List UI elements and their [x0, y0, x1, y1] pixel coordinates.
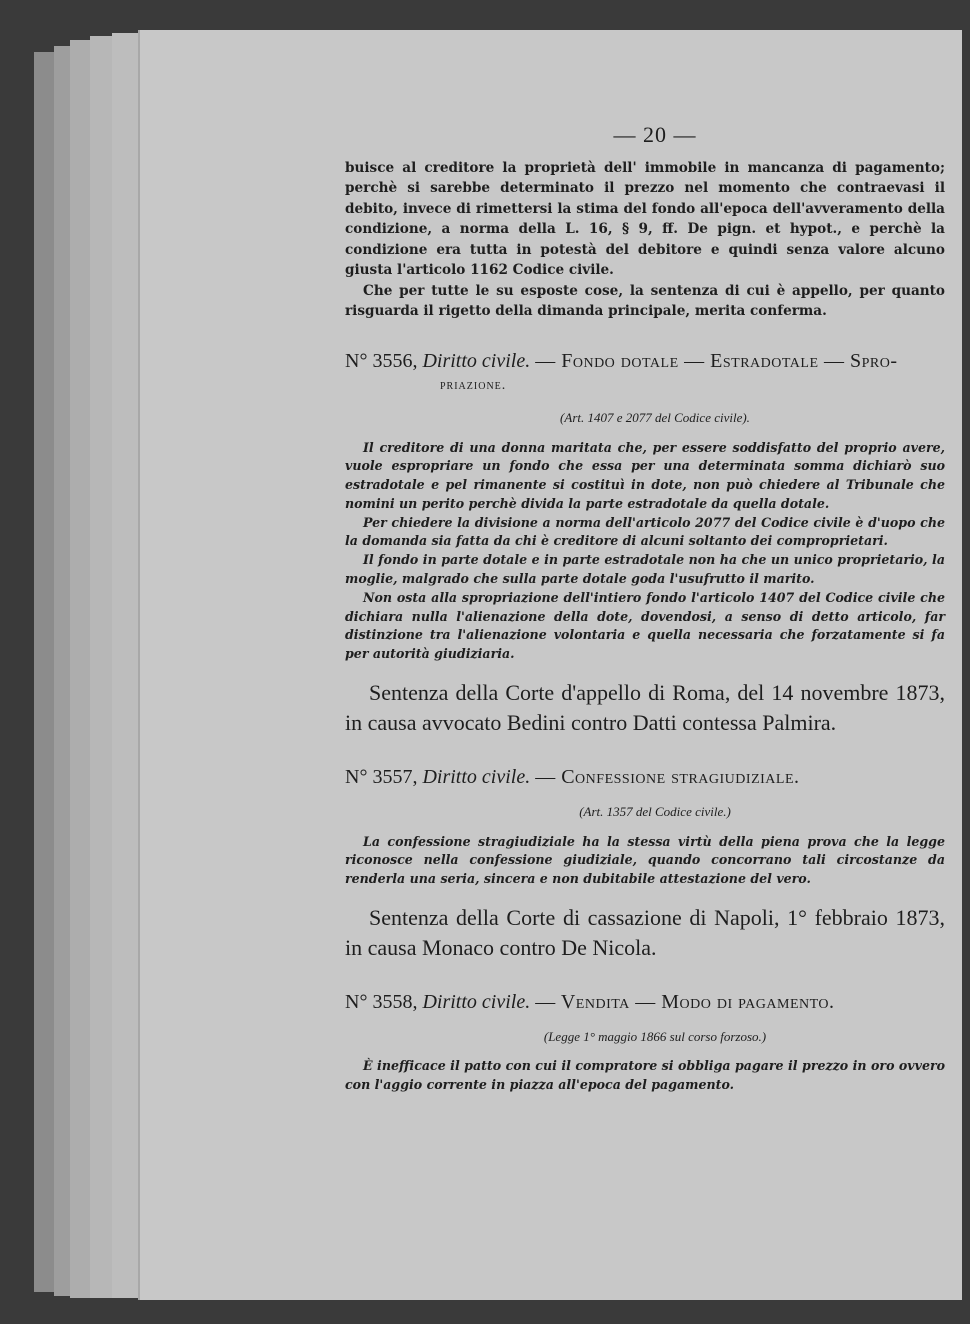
entry-heading [345, 989, 945, 1015]
maxim: È inefficace il patto con cui il compratore si obbliga pagare il prezzo in oro ovvero con l'aggio corrente in piazza all'epoca del pagamento. [345, 1058, 945, 1093]
page-edge [34, 52, 55, 1292]
maxim: La confessione stragiudiziale ha la stessa virtù della piena prova che la legge riconosce nella confessione giudiziale, quando concorrano tali circostanze da renderla una seria, sincera e non dubitabile attestazione del vero. [345, 833, 945, 887]
page-number: — 20 — [613, 122, 697, 147]
entry-subject: Diritto civile. [422, 349, 531, 372]
entry-3558 [345, 989, 945, 1095]
entry-reference: (Legge 1° maggio 1866 sul corso forzoso.) [543, 1028, 767, 1044]
entry-reference: (Art. 1407 e 2077 del Codice civile). [560, 410, 750, 425]
intro-paragraph: Che per tutte le su esposte cose, la sentenza di cui è appello, per quanto risguarda il rigetto della dimanda principale, merita conferma. [345, 282, 945, 319]
maxim: Per chiedere la divisione a norma dell'articolo 2077 del Codice civile è d'uopo che la domanda sia fatta da chi è creditore di alcuni soltanto dei comproprietari. [345, 514, 945, 549]
entry-number: N° 3557, [345, 766, 418, 789]
sentence-citation: Sentenza della Corte d'appello di Roma, del 14 novembre 1873, in causa avvocato Bedini contro Datti contessa Palmira. [345, 680, 945, 736]
page-content [345, 122, 945, 1095]
entry-subject: Diritto civile. [422, 766, 531, 789]
maxim: Non osta alla spropriazione dell'intiero fondo l'articolo 1407 del Codice civile che dichiara nulla l'alienazione della dote, dovendosi, a senso di detto articolo, far distinzione tra l'alienazione volontaria e quella necessaria che forzatamente si fa per autorità giudiziaria. [345, 589, 945, 662]
entry-heading [345, 764, 945, 790]
page-edge [54, 46, 71, 1296]
entry-topics: — Confessione stragiudiziale. [535, 766, 800, 789]
intro-paragraph: buisce al creditore la proprietà dell' immobile in mancanza di pagamento; perchè si sarebbe determinato il prezzo nel momento che contraevasi il debito, invece di rimettersi la stima del fondo all'epoca dell'avveramento della condizione, a norma della L. 16, § 9, ff. De pign. et hypot., e perchè la condizione era tutta in potestà del debitore e quindi senza valore alcuno giusta l'articolo 1162 Codice civile. [345, 159, 945, 278]
entry-topics: — Vendita — Modo di pagamento. [535, 990, 835, 1013]
maxim: Il creditore di una donna maritata che, per essere soddisfatto del proprio avere, vuole espropriare un fondo che essa per una determinata somma dichiarò suo estradotale e pel rimanente si costituì in dote, non può chiedere al Tribunale che nomini un perito perchè divida la parte estradotale da quella dotale. [345, 439, 945, 511]
page-edge [112, 33, 141, 1298]
entry-heading [345, 348, 945, 374]
maxim: Il fondo in parte dotale e in parte estradotale non ha che un unico proprietario, la moglie, malgrado che sulla parte dotale goda l'usufrutto il marito. [345, 552, 945, 587]
page-edge [90, 36, 113, 1298]
entry-number: N° 3558, [345, 990, 418, 1013]
entry-3557 [345, 764, 945, 963]
entry-number: N° 3556, [345, 349, 418, 372]
entry-reference: (Art. 1357 del Codice civile.) [579, 804, 731, 820]
page-edge [70, 40, 91, 1298]
entry-subject: Diritto civile. [422, 990, 531, 1013]
entry-topics: — Fondo dotale — Estradotale — Spro- [535, 349, 898, 372]
entry-3556 [345, 348, 945, 739]
entry-topics-cont: priazione. [440, 377, 507, 393]
sentence-citation: Sentenza della Corte di cassazione di Napoli, 1° febbraio 1873, in causa Monaco contro De Nicola. [345, 904, 945, 960]
